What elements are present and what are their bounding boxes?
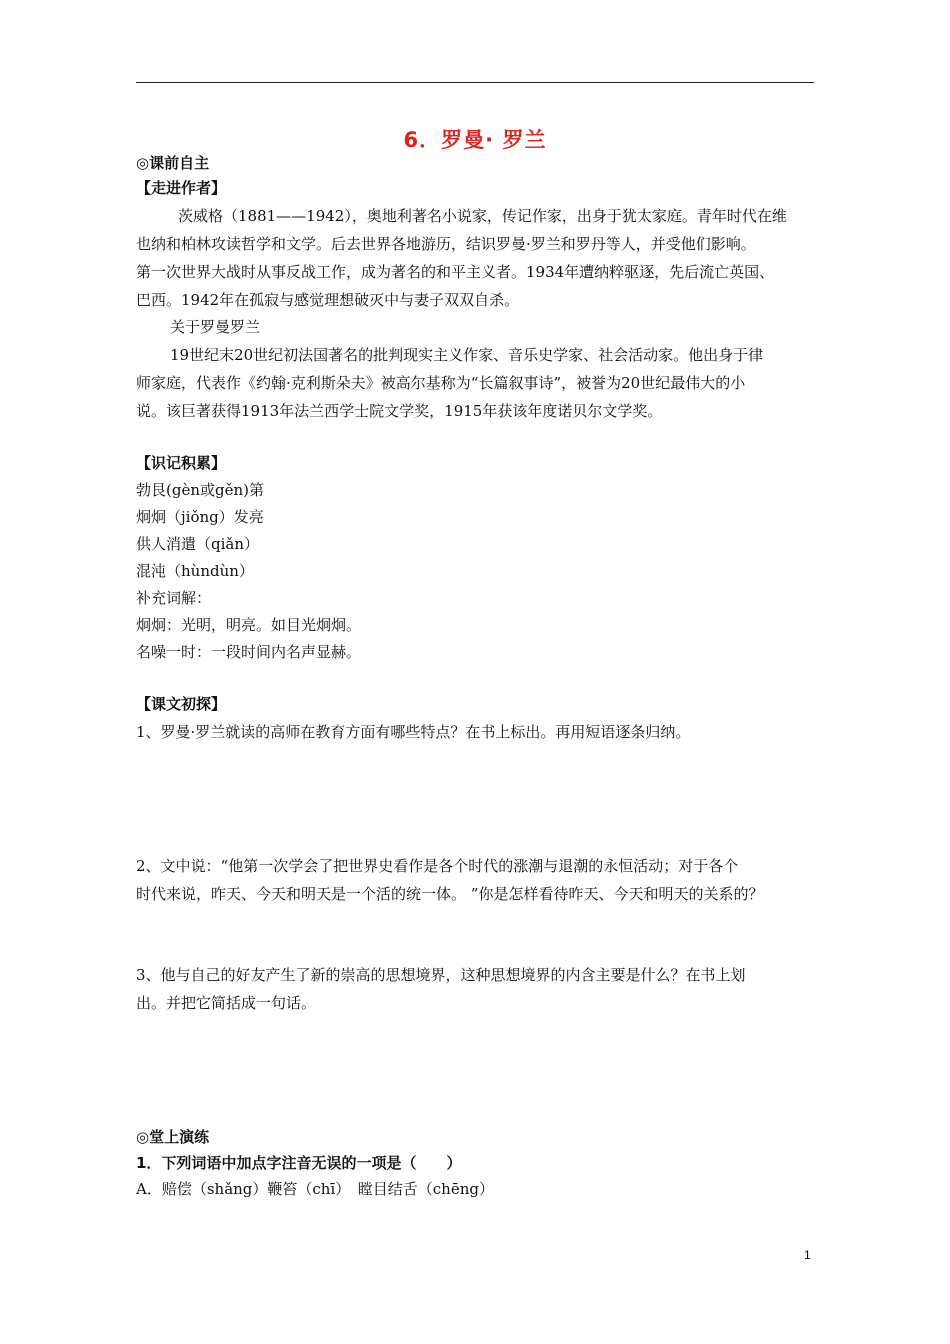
page-title: 6．罗曼· 罗兰 <box>403 128 547 152</box>
romain-line-1: 19世纪末20世纪初法国著名的批判现实主义作家、音乐史学家、社会活动家。他出身于律 <box>170 346 764 364</box>
author-line-1: 茨威格（1881——1942），奥地利著名小说家，传记作家，出身于犹太家庭。青年时代在维 <box>178 207 787 225</box>
explore-heading: 【课文初探】 <box>136 695 227 713</box>
page-number: 1 <box>804 1248 811 1262</box>
question-3-line-2: 出。并把它简括成一句话。 <box>136 994 317 1012</box>
author-line-4: 巴西。1942年在孤寂与感觉理想破灭中与妻子双双自杀。 <box>136 291 520 309</box>
romain-line-3: 说。该巨著获得1913年法兰西学士院文学奖，1915年获该年度诺贝尔文学奖。 <box>136 402 663 420</box>
vocab-heading: 【识记积累】 <box>136 454 227 472</box>
author-line-2: 也纳和柏林攻读哲学和文学。后去世界各地游历，结识罗曼·罗兰和罗丹等人，并受他们影响。 <box>136 235 756 253</box>
romain-heading: 关于罗曼罗兰 <box>170 318 261 336</box>
header-rule <box>136 82 814 83</box>
vocab-item: 混沌（hùndùn） <box>136 562 254 580</box>
vocab-item: 补充词解： <box>136 589 212 607</box>
author-line-3: 第一次世界大战时从事反战工作，成为著名的和平主义者。1934年遭纳粹驱逐，先后流亡英国、 <box>136 263 775 281</box>
vocab-item: 名噪一时：一段时间内名声显赫。 <box>136 643 362 661</box>
exercise-1: 1．下列词语中加点字注音无误的一项是（ ） <box>136 1154 462 1172</box>
question-1: 1、罗曼·罗兰就读的高师在教育方面有哪些特点？在书上标出。再用短语逐条归纳。 <box>136 723 691 741</box>
romain-line-2: 师家庭，代表作《约翰·克利斯朵夫》被高尔基称为“长篇叙事诗”，被誉为20世纪最伟大的小 <box>136 374 746 392</box>
author-heading: 【走进作者】 <box>136 179 227 197</box>
question-3-line-1: 3、他与自己的好友产生了新的崇高的思想境界，这种思想境界的内含主要是什么？在书上划 <box>136 966 746 984</box>
section-heading-preview: ◎课前自主 <box>136 154 210 172</box>
vocab-item: 炯炯（jiǒng）发亮 <box>136 508 264 526</box>
vocab-item: 供人消遣（qiǎn） <box>136 535 260 553</box>
vocab-item: 炯炯：光明，明亮。如目光炯炯。 <box>136 616 362 634</box>
section-heading-practice: ◎堂上演练 <box>136 1128 210 1146</box>
question-2-line-2: 时代来说，昨天、今天和明天是一个活的统一体。 ”你是怎样看待昨天、今天和明天的关系的？ <box>136 885 764 903</box>
vocab-item: 勃艮(gèn或gěn)第 <box>136 481 264 499</box>
exercise-1-option-a: A．赔偿（shǎng）鞭笞（chī） 瞠目结舌（chēng） <box>136 1180 494 1198</box>
question-2-line-1: 2、文中说：“他第一次学会了把世界史看作是各个时代的涨潮与退潮的永恒活动；对于各个 <box>136 857 739 875</box>
